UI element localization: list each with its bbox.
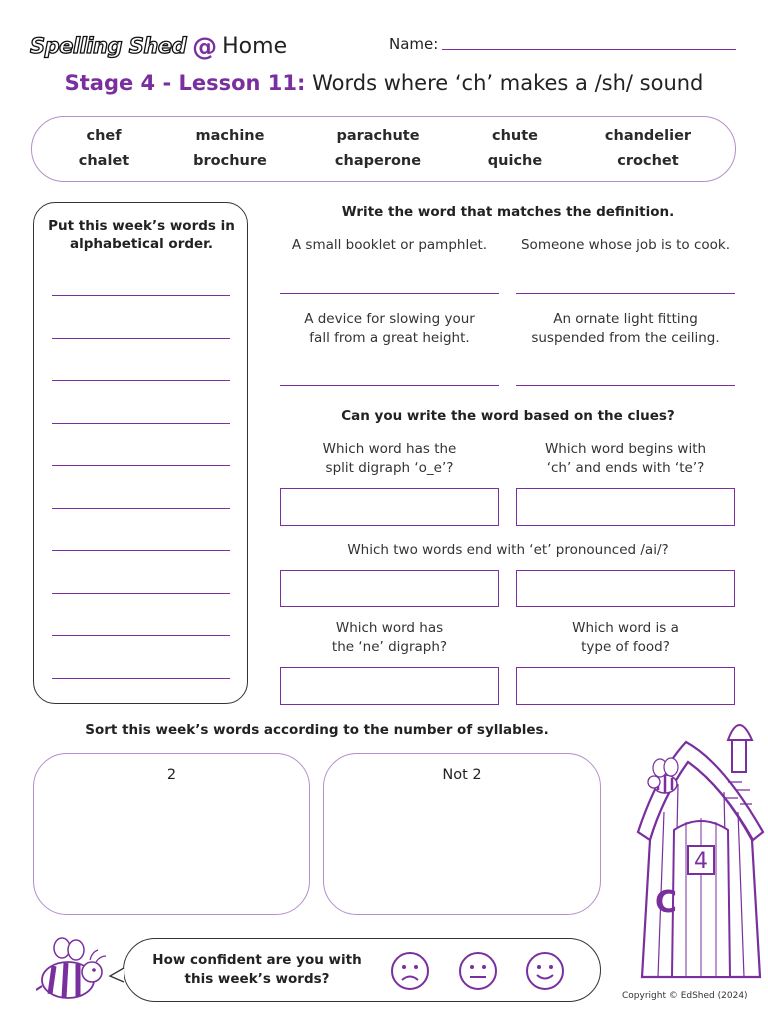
word-bank-word: chandelier [604,128,692,144]
clue-line: A device for slowing your [304,311,475,327]
clue-answer-box[interactable] [516,570,735,607]
clue-line: split digraph ‘o_e’? [325,460,454,476]
answer-line[interactable] [52,423,230,424]
logo-text: Spelling Shed [30,34,187,58]
alphabetical-order-box [33,202,248,704]
answer-line[interactable] [52,380,230,381]
copyright-notice: Copyright © EdShed (2024) [622,991,748,1001]
clue-line: An ornate light fitting [553,311,698,327]
name-label: Name: [389,35,439,53]
clue-line: fall from a great height. [309,330,470,346]
word-bank-word: chute [491,128,538,144]
word-bank-word: quiche [487,153,543,169]
definition-clue [516,310,735,348]
spelling-shed-logo [30,30,287,62]
word-bank [31,116,736,182]
answer-line[interactable] [52,550,230,551]
alphabetical-order-instructions [34,217,249,253]
sort-box-label: 2 [166,767,177,783]
instruction-line: alphabetical order. [69,236,214,252]
clue-line: type of food? [581,639,670,655]
clue-answer-box[interactable] [280,570,499,607]
speech-bubble-tail [108,966,126,984]
clue-question [280,619,499,657]
page-title [0,71,768,95]
word-bank-column [303,124,453,174]
word-bank-word: parachute [336,128,420,144]
word-bank-word: chaperone [334,153,422,169]
clue-line: A small booklet or pamphlet. [291,237,488,253]
definition-answer-line[interactable] [280,385,499,386]
clue-line: Which word has the [322,441,457,457]
clue-line: Which word has [335,620,444,636]
clue-question: Which two words end with ‘et’ pronounced /ai/? [347,542,669,558]
happy-face-icon[interactable] [525,951,565,991]
chimney-cap-icon [728,725,752,740]
clue-answer-box[interactable] [516,667,735,705]
sort-box-2-syllables[interactable] [33,753,310,915]
sort-box-not-2-syllables[interactable] [323,753,601,915]
question-line: this week’s words? [184,971,330,987]
confidence-question [142,951,372,989]
bee-on-roof-icon [648,758,678,793]
shed-number: 4 [694,849,708,874]
answer-line[interactable] [52,338,230,339]
stage-lesson-label: Stage 4 - Lesson 11: [64,71,306,95]
definition-clue [280,236,499,255]
word-bank-word: chalet [78,153,130,169]
clues-heading: Can you write the word based on the clues? [341,408,675,424]
sort-box-label: Not 2 [442,767,482,783]
clue-line: Which word begins with [544,441,707,457]
definition-answer-line[interactable] [280,293,499,294]
definitions-heading: Write the word that matches the definition. [341,204,675,220]
answer-line[interactable] [52,593,230,594]
confidence-speech-bubble [123,938,601,1002]
definition-answer-line[interactable] [516,293,735,294]
shed-door-letter: C [654,885,678,920]
definition-clue [516,236,735,255]
sad-face-icon[interactable] [390,951,430,991]
question-line: How confident are you with [152,952,362,968]
clue-answer-box[interactable] [280,488,499,526]
logo-home-text: Home [222,33,288,59]
neutral-face-icon[interactable] [458,951,498,991]
word-bank-column [155,124,305,174]
answer-line[interactable] [52,508,230,509]
shed-illustration [628,712,768,987]
word-bank-column [440,124,590,174]
sort-heading: Sort this week’s words according to the number of syllables. [85,722,549,738]
definition-answer-line[interactable] [516,385,735,386]
name-write-line[interactable] [442,49,736,50]
clue-answer-box[interactable] [516,488,735,526]
bee-mascot-icon [36,936,108,1004]
word-bank-word: crochet [617,153,679,169]
word-bank-word: chef [86,128,122,144]
clue-question [516,440,735,478]
clue-line: the ‘ne’ digraph? [331,639,448,655]
clue-line: suspended from the ceiling. [531,330,720,346]
clue-line: Someone whose job is to cook. [520,237,731,253]
answer-line[interactable] [52,635,230,636]
answer-line[interactable] [52,678,230,679]
word-bank-word: machine [195,128,265,144]
clue-question [280,440,499,478]
answer-line[interactable] [52,465,230,466]
clue-line: ‘ch’ and ends with ‘te’? [546,460,705,476]
instruction-line: Put this week’s words in [48,218,235,234]
logo-at-symbol: @ [192,31,218,61]
word-bank-column [573,124,723,174]
clue-question [516,619,735,657]
word-bank-word: brochure [193,153,267,169]
definition-clue [280,310,499,348]
lesson-topic: Words where ‘ch’ makes a /sh/ sound [312,71,704,95]
answer-line[interactable] [52,295,230,296]
clue-answer-box[interactable] [280,667,499,705]
clue-line: Which word is a [572,620,679,636]
